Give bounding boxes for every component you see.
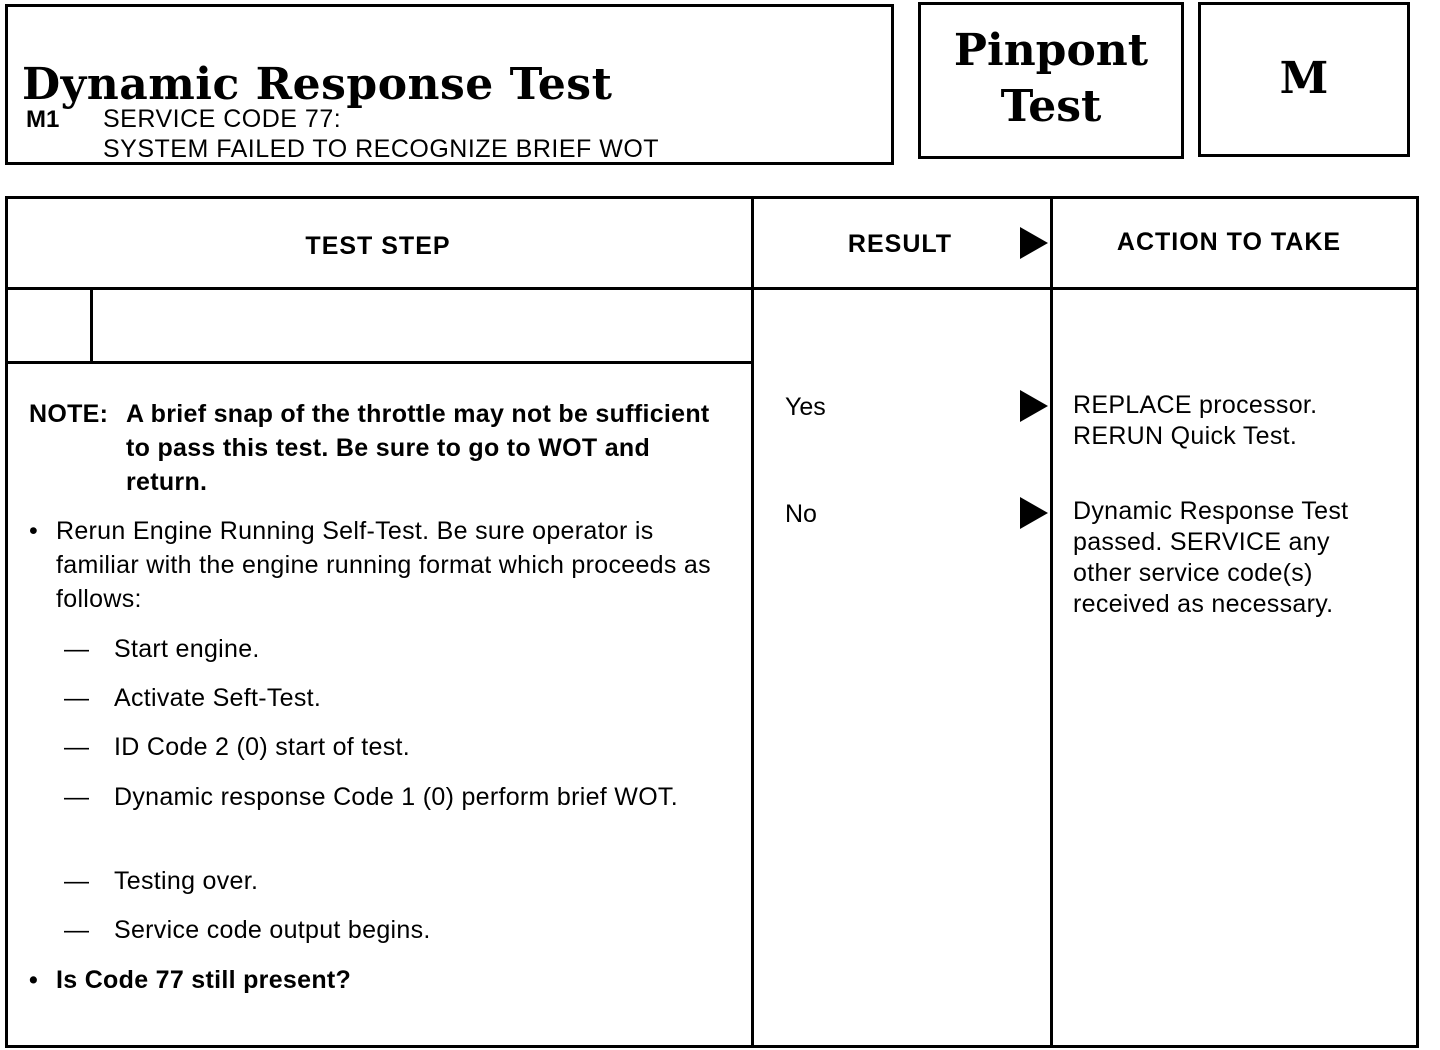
list-item [64,730,714,764]
step-title-line2: SYSTEM FAILED TO RECOGNIZE BRIEF WOT [103,135,660,163]
list-item-text: Service code output begins. [114,916,431,944]
divider-test-result [751,196,754,1048]
list-item [64,913,714,947]
action-yes [1073,390,1393,452]
header-arrow-icon [1020,227,1048,259]
result-yes-arrow-icon [1020,390,1048,422]
list-item-text: Testing over. [114,867,259,895]
col-header-test-step: TEST STEP [305,232,451,260]
col-header-action: ACTION TO TAKE [1116,228,1342,256]
dash-icon: — [64,684,90,712]
step-title-divider [5,361,754,364]
pinpoint-test-box [918,2,1184,159]
list-item-text: Dynamic response Code 1 (0) perform brief WOT. [114,783,678,811]
list-item [64,864,714,898]
list-item [64,632,714,666]
bullet-question [29,963,716,997]
step-title-line1: SERVICE CODE 77: [103,105,342,133]
dash-icon: — [64,733,90,761]
dash-icon: — [64,867,90,895]
list-item [64,681,714,715]
list-item-text: Start engine. [114,635,260,663]
note-label: NOTE: [29,400,109,428]
dash-icon: — [64,783,90,811]
list-item-text: Activate Seft-Test. [114,684,322,712]
step-title [103,104,659,164]
note-text: A brief snap of the throttle may not be sufficient to pass this test. Be sure to go to WOT and return. [126,400,710,496]
action-yes-line1: REPLACE processor. [1073,391,1318,419]
bullet-rerun [29,514,716,616]
page-title: Dynamic Response Test [22,59,613,110]
pinpoint-line2: Test [1000,81,1102,132]
step-id: M1 [26,106,60,133]
list-item-text: ID Code 2 (0) start of test. [114,733,411,761]
pinpoint-test-label [921,23,1181,135]
pinpoint-line1: Pinpont [953,25,1149,76]
test-letter: M [1279,53,1329,104]
step-id-divider [90,290,93,364]
header-row-divider [5,287,1419,290]
dash-icon: — [64,916,90,944]
dash-icon: — [64,635,90,663]
action-no: Dynamic Response Test passed. SERVICE any other service code(s) received as necessary. [1073,497,1349,618]
col-header-result: RESULT [847,230,953,258]
test-letter-box [1198,2,1410,157]
divider-result-action [1050,196,1053,1048]
bullet-rerun-text: Rerun Engine Running Self-Test. Be sure operator is familiar with the engine running format which proceeds as follows: [56,517,711,613]
bullet-dot-icon: • [29,517,39,545]
bullet-question-text: Is Code 77 still present? [56,966,352,994]
list-item [64,780,694,814]
result-yes: Yes [785,393,826,421]
action-yes-line2: RERUN Quick Test. [1073,422,1298,450]
result-no: No [785,500,817,528]
bullet-dot-icon: • [29,966,39,994]
note [29,397,729,499]
result-no-arrow-icon [1020,497,1048,529]
